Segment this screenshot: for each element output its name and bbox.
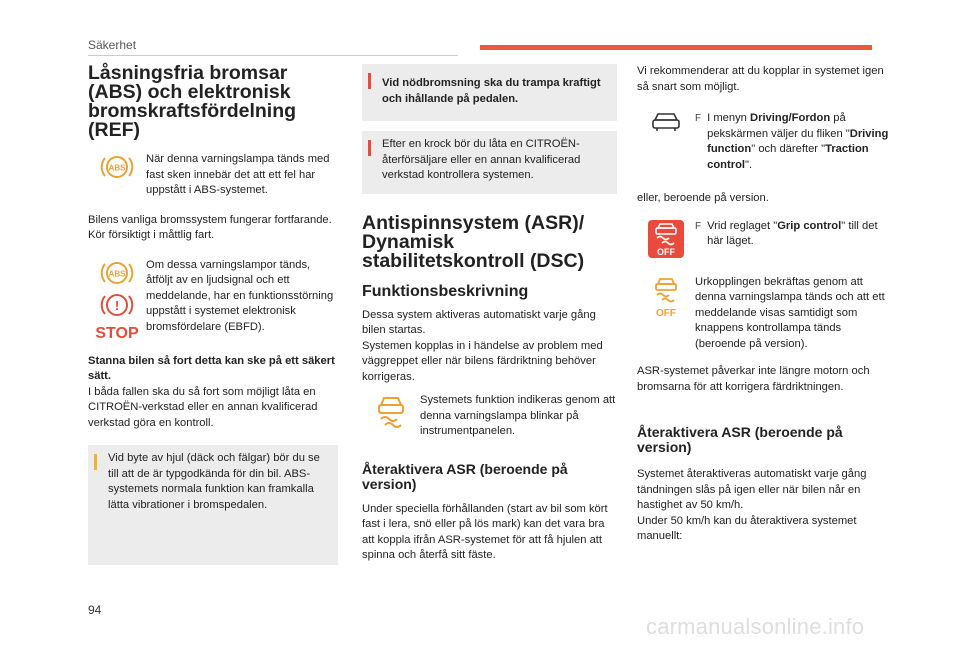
abs-icon-label-2: ABS <box>108 269 126 278</box>
warning-icon <box>368 73 371 89</box>
or-version-text: eller, beroende på version. <box>637 192 769 204</box>
auto-reactivate-text: Systemet återaktiveras automatiskt varje gång tändningen slås på igen eller när bilen når en hastighet av 50 km/h. <box>637 468 867 511</box>
grip-problem-text: Systemen kopplas in i händelse av problem med väggreppet eller när bilens färdriktning behöver korrigeras. <box>362 339 603 383</box>
menu-row <box>637 111 889 173</box>
svg-text:!: ! <box>114 297 120 313</box>
abs-warning-icon <box>88 152 146 182</box>
emergency-brake-box <box>362 64 617 121</box>
header-accent-bar <box>480 45 872 50</box>
stop-icon-label: STOP <box>95 324 139 342</box>
grip-control-row <box>637 219 889 259</box>
dsc-indicator-text: Systemets funktion indikeras genom att denna varningslampa blinkar på instrumentpanelen. <box>420 394 616 437</box>
crash-check-text: Efter en krock bör du låta en CITROËN-återförsäljare eller en annan kvalificerad verkstad kontrollera systemen. <box>382 138 581 181</box>
off-confirm-text: Urkopplingen bekräftas genom att denna varningslampa tänds och att ett meddelande visas samtidigt som knappens kontrollampa tänds (beroende på version). <box>695 275 885 350</box>
header-divider <box>88 55 458 56</box>
off-label-2: OFF <box>656 307 676 319</box>
workshop-check-text: I båda fallen ska du så fort som möjligt låta en CITROËN-verkstad eller en annan kvalificerad verkstad göra en kontroll. <box>88 385 318 429</box>
emergency-brake-text: Vid nödbromsning ska du trampa kraftigt och ihållande på pedalen. <box>382 77 601 105</box>
disengage-asr-text: Under speciella förhållanden (start av bil som kört fast i lera, snö eller på lös mark) kan det vara bra att koppla ifrån ASR-systemet för att få hjulen att spinna och återfå sitt fäste. <box>362 502 608 561</box>
grip-control-instruction: Vrid reglaget "Grip control" till det här läget. <box>707 219 878 247</box>
dsc-warning-icon <box>362 393 420 431</box>
stop-instruction: Stanna bilen så fort detta kan ske på ett säkert sätt. <box>88 354 335 382</box>
asr-note-text: ASR-systemet påverkar inte längre motorn och bromsarna för att korrigera färdriktningen. <box>637 365 870 393</box>
warning-icon-2 <box>368 140 371 156</box>
watermark: carmanualsonline.info <box>646 614 865 639</box>
reactivate-asr-subtitle-2: Återaktivera ASR (beroende på version) <box>637 424 843 455</box>
wheel-info-box <box>88 445 338 565</box>
abs-section-title: Låsningsfria bromsar (ABS) och elektronisk bromskraftsfördelning (REF) <box>88 62 297 141</box>
function-subtitle: Funktionsbeskrivning <box>362 282 529 300</box>
asr-section-title: Antispinnsystem (ASR)/ Dynamisk stabilitetskontroll (DSC) <box>362 211 585 272</box>
dsc-row <box>362 393 617 440</box>
off-confirm-row <box>637 275 889 353</box>
grip-control-off-icon <box>637 219 695 259</box>
asr-off-warning-icon <box>637 275 695 319</box>
off-label: OFF <box>657 246 675 257</box>
abs-warning-row <box>88 152 338 199</box>
recommend-text: Vi rekommenderar att du kopplar in systemet igen så snart som möjligt. <box>637 65 884 93</box>
abs-icon-label: ABS <box>108 163 126 173</box>
bullet-marker: F <box>695 113 702 124</box>
manual-reactivate-text: Under 50 km/h kan du återaktivera systemet manuellt: <box>637 514 857 542</box>
column-3 <box>637 64 889 545</box>
column-2 <box>362 64 617 564</box>
crash-check-box <box>362 131 617 194</box>
auto-activation-text: Dessa system aktiveras automatiskt varje gång bilen startas. <box>362 308 596 336</box>
normal-brakes-text: Bilens vanliga bromssystem fungerar fortfarande. Kör försiktigt i måttlig fart. <box>88 213 332 241</box>
abs-warning-text: När denna varningslampa tänds med fast sken innebär det att ett fel har uppstått i ABS-systemet. <box>146 153 330 196</box>
info-icon <box>94 454 97 470</box>
column-1 <box>88 64 338 565</box>
car-menu-icon <box>637 111 695 133</box>
page-number: 94 <box>88 603 102 617</box>
section-label: Säkerhet <box>88 38 137 52</box>
wheel-info-text: Vid byte av hjul (däck och fälgar) bör du se till att de är typgodkända för din bil. ABS-systemets normala funktion kan framkalla lätta vibrationer i bromspedalen. <box>108 452 320 511</box>
reactivate-asr-subtitle: Återaktivera ASR (beroende på version) <box>362 460 568 492</box>
stop-icon <box>95 322 139 342</box>
ebfd-warning-text: Om dessa varningslampor tänds, åtföljt av en ljudsignal och ett meddelande, har en funktionsstörning uppstått i systemet elektronisk bromsfördelare (EBFD). <box>146 258 334 333</box>
menu-instruction: I menyn Driving/Fordon på pekskärmen väljer du fliken "Driving function" och därefter "Traction control". <box>707 112 889 171</box>
brake-warning-icon <box>97 290 137 320</box>
abs-warning-icon-2 <box>97 258 137 288</box>
ebfd-warning-row <box>88 258 338 342</box>
bullet-marker-2: F <box>695 220 702 232</box>
